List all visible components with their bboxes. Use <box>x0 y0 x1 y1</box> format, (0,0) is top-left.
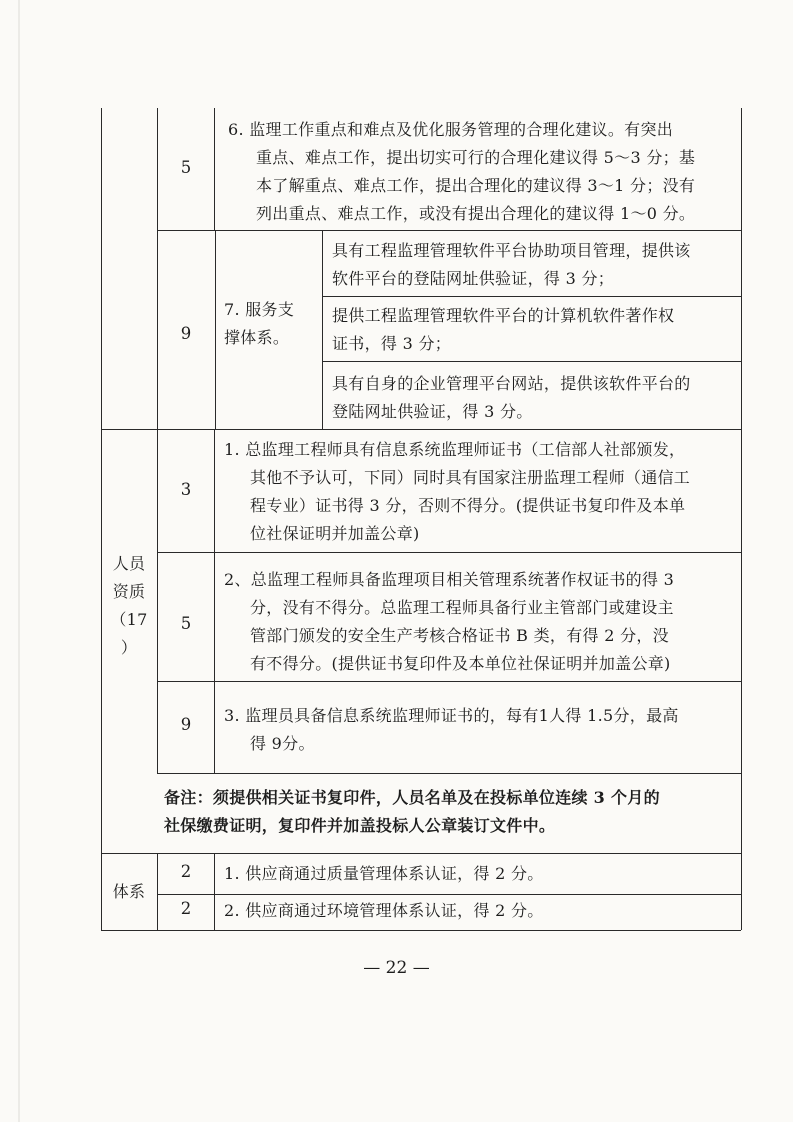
system-category: 体系 <box>112 882 146 901</box>
item7-sub-3 <box>332 370 738 426</box>
personnel-item2-text <box>222 566 738 678</box>
system-item1-text: 1. 供应商通过质量管理体系认证，得 2 分。 <box>224 864 544 883</box>
system-item2-text: 2. 供应商通过环境管理体系认证，得 2 分。 <box>224 901 544 920</box>
text-line: 1. 总监理工程师具有信息系统监理师证书（工信部人社部颁发， <box>224 440 686 459</box>
text-line: 人员 <box>112 554 146 573</box>
personnel-item2-score: 5 <box>180 614 192 633</box>
text-line: 本了解重点、难点工作，提出合理化的建议得 3～1 分；没有 <box>256 176 696 195</box>
scan-edge <box>18 0 20 1122</box>
text-line: （17 <box>110 610 148 629</box>
personnel-note <box>164 784 736 840</box>
text-line: 资质 <box>112 582 146 601</box>
personnel-item1-text <box>222 436 738 548</box>
text-line: 具有工程监理管理软件平台协助项目管理，提供该 <box>332 241 691 260</box>
text-line: 具有自身的企业管理平台网站，提供该软件平台的 <box>332 374 691 393</box>
text-line: 软件平台的登陆网址供验证，得 3 分； <box>332 269 615 288</box>
item7-sub-1 <box>332 237 738 293</box>
text-line: 管部门颁发的安全生产考核合格证书 B 类，有得 2 分，没 <box>250 626 669 645</box>
text-line: 列出重点、难点工作，或没有提出合理化的建议得 1～0 分。 <box>256 204 696 223</box>
text-line: 7. 服务支 <box>224 300 295 319</box>
text-line: 2、总监理工程师具备监理项目相关管理系统著作权证书的得 3 <box>224 570 675 589</box>
item7-score: 9 <box>180 324 192 343</box>
personnel-item3-text <box>222 702 738 758</box>
text-line: 分，没有不得分。总监理工程师具备行业主管部门或建设主 <box>250 598 674 617</box>
page-number: — 22 — <box>363 958 430 978</box>
text-line: 有不得分。(提供证书复印件及本单位社保证明并加盖公章) <box>250 654 671 673</box>
text-line: ） <box>120 638 138 657</box>
text-line: 备注：须提供相关证书复印件，人员名单及在投标单位连续 3 个月的 <box>164 788 660 807</box>
text-line: 其他不予认可，下同）同时具有国家注册监理工程师（通信工 <box>250 468 691 487</box>
item6-score: 5 <box>180 158 192 177</box>
item7-label <box>224 296 320 352</box>
text-line: 得 9分。 <box>250 734 315 753</box>
text-line: 提供工程监理管理软件平台的计算机软件著作权 <box>332 306 675 325</box>
personnel-category <box>101 550 157 662</box>
text-line: 重点、难点工作，提出切实可行的合理化建议得 5～3 分；基 <box>256 148 696 167</box>
text-line: 程专业）证书得 3 分，否则不得分。(提供证书复印件及本单 <box>250 496 686 515</box>
text-line: 登陆网址供验证，得 3 分。 <box>332 402 533 421</box>
personnel-item1-score: 3 <box>180 480 192 499</box>
text-line: 6. 监理工作重点和难点及优化服务管理的合理化建议。有突出 <box>228 120 674 139</box>
item7-sub-2 <box>332 302 738 358</box>
personnel-item3-score: 9 <box>180 715 192 734</box>
text-line: 3. 监理员具备信息系统监理师证书的，每有1人得 1.5分，最高 <box>224 706 679 725</box>
text-line: 位社保证明并加盖公章) <box>250 524 420 543</box>
text-line: 证书，得 3 分； <box>332 334 452 353</box>
system-item2-score: 2 <box>180 899 192 918</box>
system-item1-score: 2 <box>180 862 192 881</box>
item6-description <box>222 116 738 228</box>
text-line: 社保缴费证明，复印件并加盖投标人公章装订文件中。 <box>164 816 556 835</box>
text-line: 撑体系。 <box>224 328 290 347</box>
